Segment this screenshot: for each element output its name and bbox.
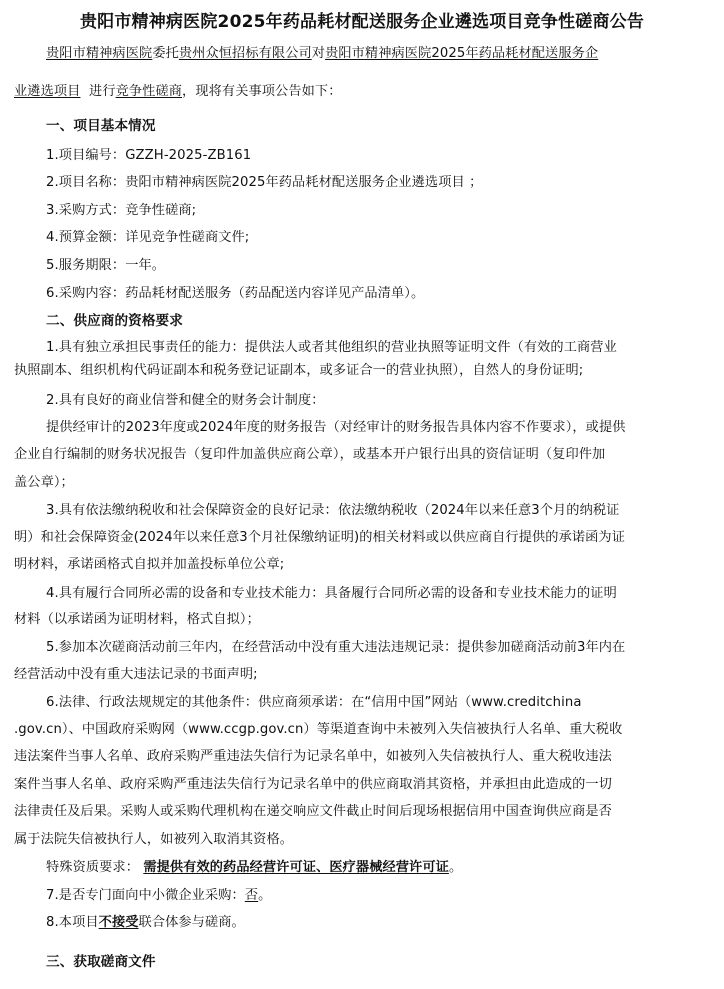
document-title: 贵阳市精神病医院2025年药品耗材配送服务企业遴选项目竞争性磋商公告 [79, 12, 645, 32]
project-title: 2.项目名称：贵阳市精神病医院2025年药品耗材配送服务企业遴选项目 ； [46, 175, 483, 190]
section-3-heading: 三、获取磋商文件 [46, 954, 156, 970]
req-6-line-4: 案件当事人名单、政府采购严重违法失信行为记录名单中的供应商取消其资格，并承担由此造成的一切 [14, 777, 612, 792]
project-name: 贵阳市精神病医院2025年药品耗材配送服务企 [325, 46, 599, 61]
item-7-sme [0, 887, 724, 905]
item-7-label: 7.是否专门面向中小微企业采购： [46, 888, 245, 903]
req-6-line-2: .gov.cn）、中国政府采购网（www.ccgp.gov.cn）等渠道查询中未被列入失信被执行人名单、重大税收 [14, 722, 623, 737]
req-2-line-4: 盖公章）； [14, 475, 74, 490]
item-8-value: 不接受 [98, 915, 139, 930]
req-5-line-2: 经营活动中没有重大违法记录的书面声明; [14, 667, 258, 682]
item-8-consortium [0, 914, 724, 932]
special-qualification-end: 。 [448, 860, 463, 875]
req-2-line-1: 2.具有良好的商业信誉和健全的财务会计制度： [46, 393, 325, 408]
special-qualification-label: 特殊资质要求： [46, 860, 140, 875]
intro-conduct: 进行 [89, 84, 116, 99]
req-1-line-2: 执照副本、组织机构代码证副本和税务登记证副本，或多证合一的营业执照），自然人的身份证明; [14, 363, 584, 378]
req-2-line-2: 提供经审计的2023年度或2024年度的财务报告（对经审计的财务报告具体内容不作要求），或提供 [46, 420, 626, 435]
special-qualification-value: 需提供有效的药品经营许可证、医疗器械经营许可证 [143, 860, 449, 875]
req-3-line-1: 3.具有依法缴纳税收和社会保障资金的良好记录：依法缴纳税收（2024年以来任意3个月的纳税证 [46, 503, 620, 518]
intro-tail: ，现将有关事项公告如下： [182, 84, 342, 99]
procurement-content: 6.采购内容：药品耗材配送服务（药品配送内容详见产品清单）。 [46, 286, 425, 301]
intro-entrust: 委托 [152, 46, 179, 61]
req-2-line-3: 企业自行编制的财务状况报告（复印件加盖供应商公章），或基本开户银行出具的资信证明（复印件加 [14, 447, 606, 462]
agency-name: 贵州众恒招标有限公司 [178, 46, 312, 61]
intro-line-2 [14, 83, 724, 101]
req-6-line-1: 6.法律、行政法规规定的其他条件：供应商须承诺：在“信用中国”网站（www.creditchina [46, 695, 582, 710]
special-qualification [0, 859, 724, 877]
intro-to: 对 [311, 46, 326, 61]
req-3-line-3: 明材料，承诺函格式自拟并加盖投标单位公章; [14, 557, 285, 572]
purchaser-name: 贵阳市精神病医院 [46, 46, 153, 61]
req-1-line-1: 1.具有独立承担民事责任的能力：提供法人或者其他组织的营业执照等证明文件（有效的工商营业 [46, 340, 617, 355]
section-2-heading: 二、供应商的资格要求 [46, 313, 183, 329]
req-5-line-1: 5.参加本次磋商活动前三年内，在经营活动中没有重大违法违规记录：提供参加磋商活动前3年内在 [46, 640, 626, 655]
req-6-line-3: 违法案件当事人名单、政府采购严重违法失信行为记录名单中，如被列入失信被执行人、重大税收违法 [14, 749, 612, 764]
req-4-line-1: 4.具有履行合同所必需的设备和专业技术能力：具备履行合同所必需的设备和专业技术能力的证明 [46, 586, 617, 601]
service-period: 5.服务期限：一年。 [46, 258, 166, 273]
procurement-method-item: 3.采购方式：竞争性磋商; [46, 203, 197, 218]
req-4-line-2: 材料（以承诺函为证明材料，格式自拟）； [14, 612, 260, 627]
item-7-value: 否 [244, 888, 259, 903]
req-6-line-6: 属于法院失信被执行人，如被列入取消其资格。 [14, 832, 294, 847]
req-3-line-2: 明）和社会保障资金(2024年以来任意3个月社保缴纳证明)的相关材料或以供应商自行提供的承诺函为证 [14, 530, 626, 545]
procurement-method: 竞争性磋商 [115, 84, 183, 99]
section-1-heading: 一、项目基本情况 [46, 118, 156, 134]
item-8-suffix: 联合体参与磋商。 [138, 915, 245, 930]
req-6-line-5: 法律责任及后果。采购人或采购代理机构在递交响应文件截止时间后现场根据信用中国查询供应商是否 [14, 804, 612, 819]
budget-item: 4.预算金额：详见竞争性磋商文件; [46, 230, 250, 245]
item-7-end: 。 [258, 888, 272, 903]
intro-line-1 [46, 45, 724, 63]
item-8-prefix: 8.本项目 [46, 915, 99, 930]
project-name-cont: 业遴选项目 [14, 84, 81, 99]
project-number: 1.项目编号：GZZH-2025-ZB161 [46, 148, 252, 163]
